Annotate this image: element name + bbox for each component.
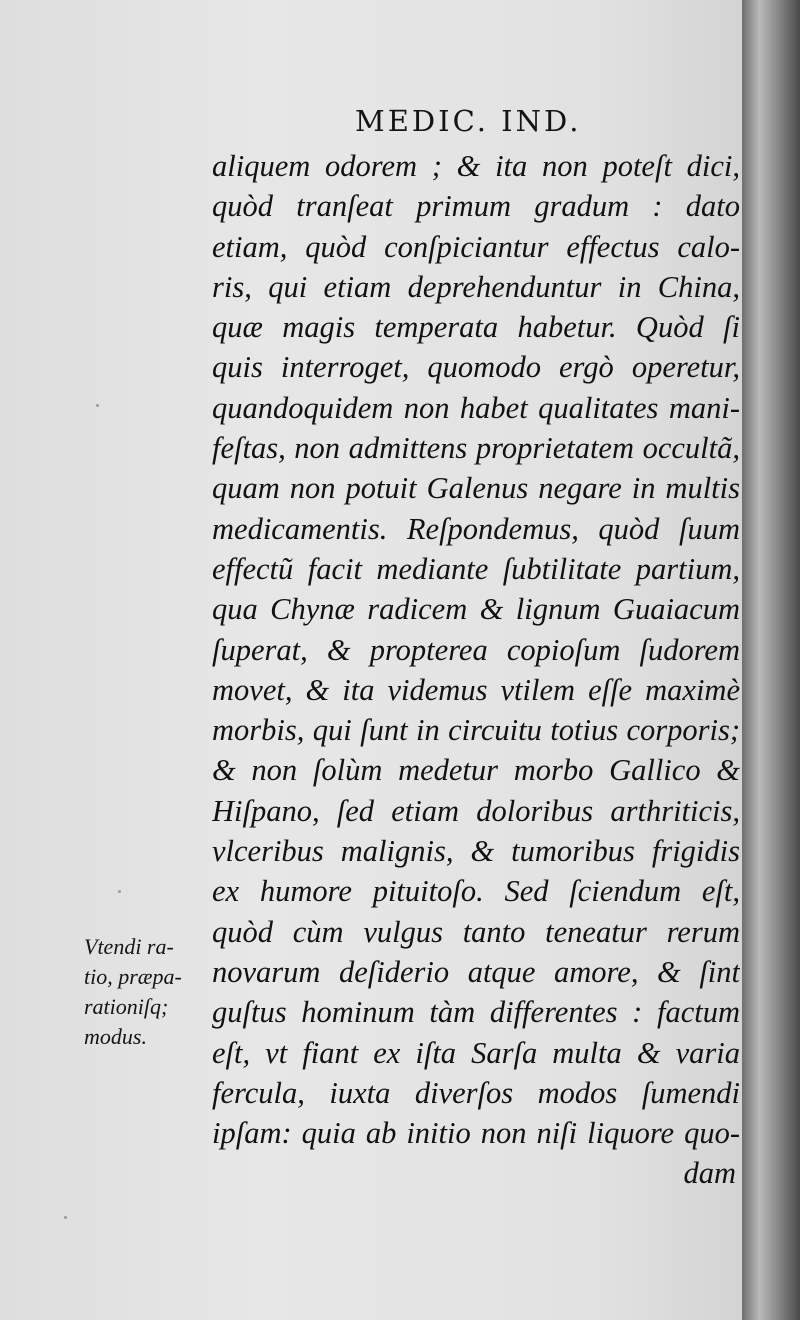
running-head: MEDIC. IND. bbox=[355, 104, 582, 138]
text-line: effectũ facit mediante ſubtilitate partium, bbox=[212, 551, 740, 586]
text-line: etiam, quòd conſpiciantur effectus calo- bbox=[212, 229, 740, 264]
text-line: quòd cùm vulgus tanto teneatur rerum bbox=[212, 914, 740, 949]
text-line: quòd tranſeat primum gradum : dato bbox=[212, 189, 740, 224]
text-line: ſuperat, & propterea copioſum ſudorem bbox=[212, 632, 740, 667]
paper-speck bbox=[118, 890, 121, 893]
text-line: Hiſpano, ſed etiam doloribus arthriticis, bbox=[212, 793, 740, 828]
marginal-note-line: modus. bbox=[84, 1024, 147, 1049]
text-line: ipſam: quia ab initio non niſi liquore quo- bbox=[212, 1116, 740, 1151]
text-line: & non ſolùm medetur morbo Gallico & bbox=[212, 753, 740, 788]
body-text bbox=[212, 146, 740, 1194]
catchword: dam bbox=[683, 1156, 736, 1191]
page-edge-shadow bbox=[742, 0, 800, 1320]
text-line: eſt, vt fiant ex iſta Sarſa multa & varia bbox=[212, 1035, 740, 1070]
text-line: quæ magis temperata habetur. Quòd ſi bbox=[212, 310, 740, 345]
marginal-note-line: tio, præpa- bbox=[84, 964, 182, 989]
paper-speck bbox=[64, 1216, 67, 1219]
text-line: novarum deſiderio atque amore, & ſint bbox=[212, 954, 740, 989]
text-line: morbis, qui ſunt in circuitu totius corporis; bbox=[212, 713, 740, 748]
text-line: fercula, iuxta diverſos modos ſumendi bbox=[212, 1075, 740, 1110]
text-line: feſtas, non admittens proprietatem occultã, bbox=[212, 431, 740, 466]
text-line: guſtus hominum tàm differentes : factum bbox=[212, 995, 740, 1030]
text-line: medicamentis. Reſpondemus, quòd ſuum bbox=[212, 511, 740, 546]
text-line: ris, qui etiam deprehenduntur in China, bbox=[212, 269, 740, 304]
paper-speck bbox=[96, 404, 99, 407]
text-line: vlceribus malignis, & tumoribus frigidis bbox=[212, 834, 740, 869]
text-line: qua Chynæ radicem & lignum Guaiacum bbox=[212, 592, 740, 627]
text-line: ex humore pituitoſo. Sed ſciendum eſt, bbox=[212, 874, 740, 909]
marginal-note bbox=[84, 932, 182, 1052]
text-line: quam non potuit Galenus negare in multis bbox=[212, 471, 740, 506]
text-line: quandoquidem non habet qualitates mani- bbox=[212, 390, 740, 425]
text-line: quis interroget, quomodo ergò operetur, bbox=[212, 350, 740, 385]
marginal-note-line: rationiſq; bbox=[84, 994, 169, 1019]
marginal-note-line: Vtendi ra- bbox=[84, 934, 174, 959]
text-line: movet, & ita videmus vtilem eſſe maximè bbox=[212, 672, 740, 707]
text-line: aliquem odorem ; & ita non poteſt dici, bbox=[212, 149, 740, 183]
